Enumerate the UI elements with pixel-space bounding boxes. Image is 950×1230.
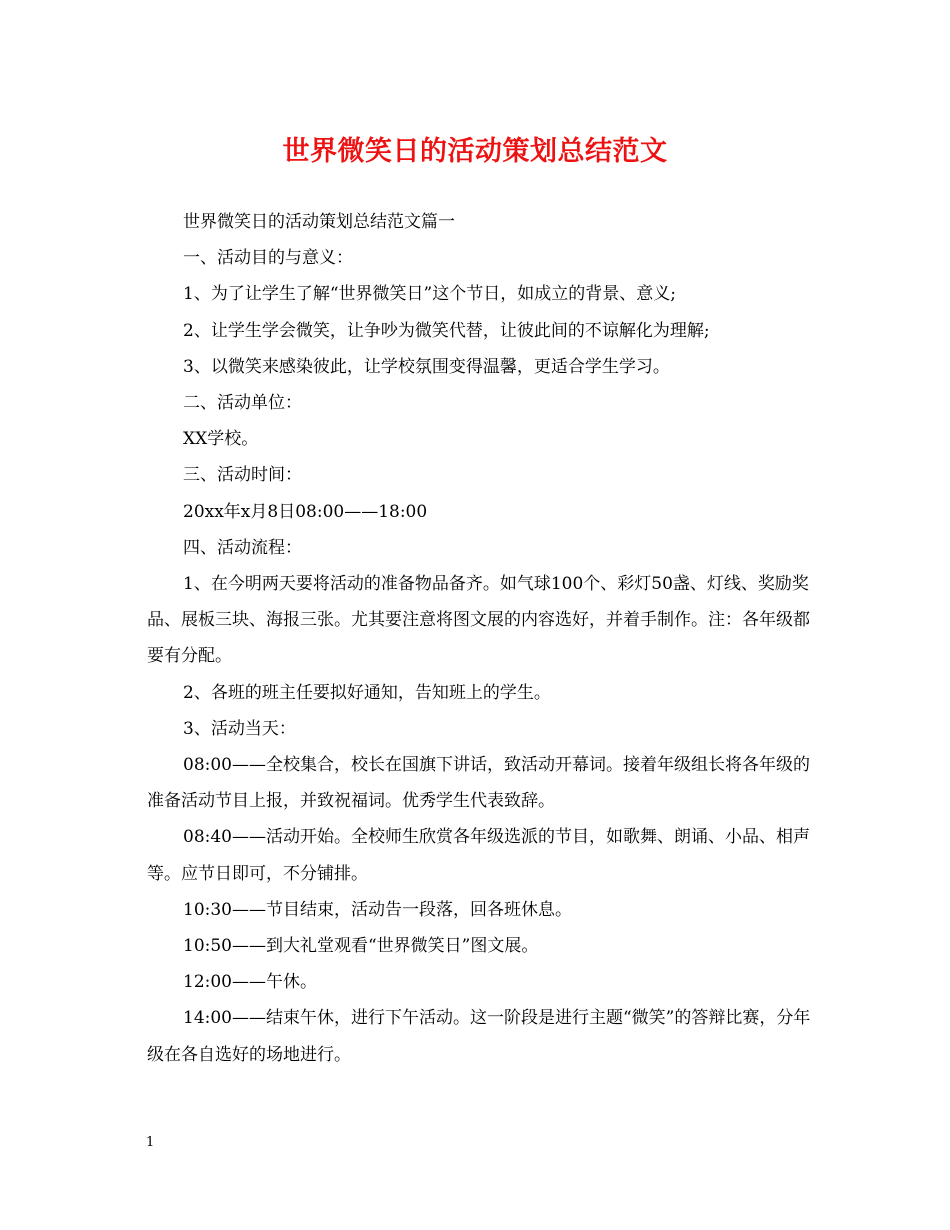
paragraph-section-1-heading: 一、活动目的与意义： bbox=[183, 248, 353, 269]
paragraph-schedule-1400: 14:00——结束午休，进行下午活动。这一阶段是进行主题“微笑”的答辩比赛，分年级在各自选好的场地进行。 bbox=[147, 1008, 811, 1065]
paragraph-schedule-1030: 10:30——节目结束，活动告一段落，回各班休息。 bbox=[183, 899, 572, 920]
document-body bbox=[147, 204, 817, 1073]
paragraph-process-3: 3、活动当天： bbox=[183, 718, 296, 739]
paragraph-purpose-3: 3、以微笑来感染彼此，让学校氛围变得温馨，更适合学生学习。 bbox=[183, 356, 670, 377]
paragraph-unit: XX学校。 bbox=[183, 429, 259, 450]
paragraph-schedule-0840: 08:40——活动开始。全校师生欣赏各年级选派的节目，如歌舞、朗诵、小品、相声等。应节日即可，不分铺排。 bbox=[147, 827, 810, 884]
page-number: 1 bbox=[146, 1135, 155, 1150]
paragraph-process-1: 1、在今明两天要将活动的准备物品备齐。如气球100个、彩灯50盏、灯线、奖励奖品、展板三块、海报三张。尤其要注意将图文展的内容选好，并着手制作。注：各年级都要有分配。 bbox=[147, 574, 810, 667]
paragraph-process-2: 2、各班的班主任要拟好通知，告知班上的学生。 bbox=[183, 682, 551, 703]
paragraph-purpose-2: 2、让学生学会微笑，让争吵为微笑代替，让彼此间的不谅解化为理解; bbox=[183, 320, 710, 341]
paragraph-purpose-1: 1、为了让学生了解“世界微笑日”这个节日，如成立的背景、意义; bbox=[183, 284, 676, 305]
paragraph-time: 20xx年x月8日08:00——18:00 bbox=[183, 501, 428, 522]
paragraph-section-2-heading: 二、活动单位： bbox=[183, 393, 302, 414]
paragraph-schedule-1200: 12:00——午休。 bbox=[183, 972, 317, 993]
paragraph-subtitle: 世界微笑日的活动策划总结范文篇一 bbox=[183, 212, 455, 232]
paragraph-schedule-0800: 08:00——全校集合，校长在国旗下讲话，致活动开幕词。接着年级组长将各年级的准备活动节目上报，并致祝福词。优秀学生代表致辞。 bbox=[147, 755, 810, 812]
paragraph-section-3-heading: 三、活动时间： bbox=[183, 465, 302, 486]
paragraph-section-4-heading: 四、活动流程： bbox=[183, 537, 302, 558]
paragraph-schedule-1050: 10:50——到大礼堂观看“世界微笑日”图文展。 bbox=[183, 936, 539, 957]
page-title: 世界微笑日的活动策划总结范文 bbox=[282, 136, 668, 167]
